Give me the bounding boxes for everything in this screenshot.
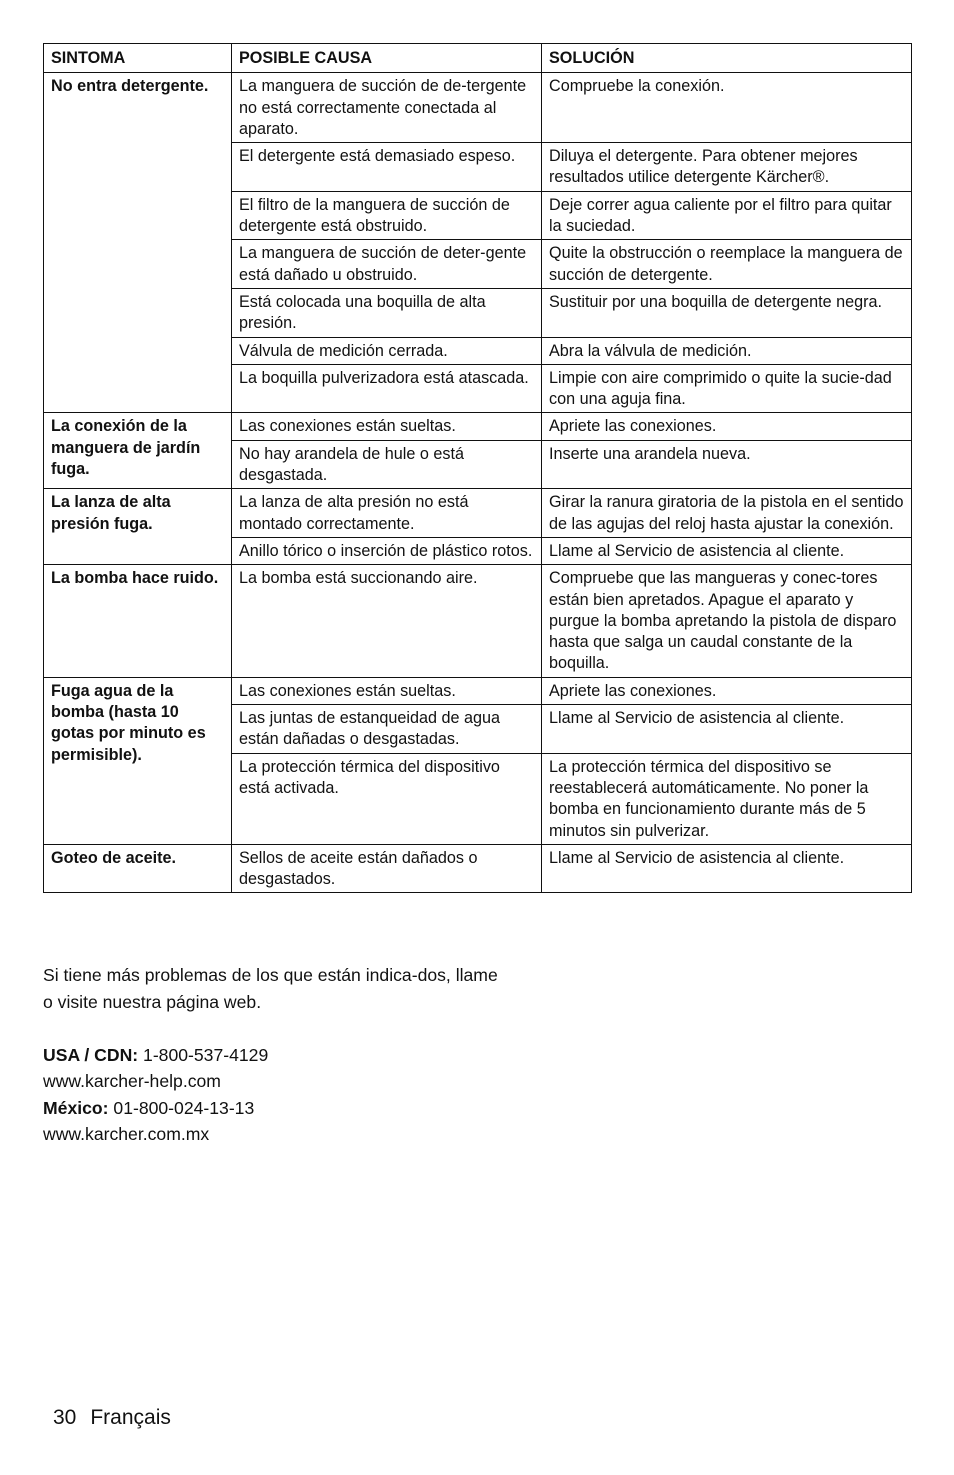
solution-cell: Apriete las conexiones.	[542, 413, 912, 440]
table-row	[44, 73, 912, 143]
symptom-cell: La conexión de la manguera de jardín fuga.	[44, 413, 232, 489]
usa-phone: 1-800-537-4129	[138, 1044, 269, 1065]
page-footer	[53, 1406, 171, 1430]
solution-cell: Limpie con aire comprimido o quite la sucie-dad con una aguja fina.	[542, 364, 912, 413]
page-language: Français	[90, 1406, 171, 1429]
solution-cell: Abra la válvula de medición.	[542, 337, 912, 364]
header-solution: SOLUCIÓN	[542, 44, 912, 73]
solution-cell: Quite la obstrucción o reemplace la manguera de succión de detergente.	[542, 240, 912, 289]
solution-cell: Diluya el detergente. Para obtener mejores resultados utilice detergente Kärcher®.	[542, 143, 912, 192]
cause-cell: La bomba está succionando aire.	[232, 565, 542, 677]
mexico-contact	[43, 1095, 503, 1122]
solution-cell: Compruebe que las mangueras y conec-tores están bien apretados. Apague el aparato y purgue la bomba apretando la pistola de disparo hasta que salga un caudal constante de la boquilla.	[542, 565, 912, 677]
cause-cell: La manguera de succión de deter-gente está dañado u obstruido.	[232, 240, 542, 289]
cause-cell: Está colocada una boquilla de alta presión.	[232, 288, 542, 337]
symptom-cell: Goteo de aceite.	[44, 844, 232, 893]
troubleshooting-table	[43, 43, 912, 893]
cause-cell: La protección térmica del dispositivo está activada.	[232, 753, 542, 844]
symptom-cell: No entra detergente.	[44, 73, 232, 413]
solution-cell: Llame al Servicio de asistencia al cliente.	[542, 844, 912, 893]
table-row	[44, 565, 912, 677]
page-number: 30	[53, 1406, 77, 1429]
table-row	[44, 489, 912, 538]
solution-cell: Apriete las conexiones.	[542, 677, 912, 704]
solution-cell: Inserte una arandela nueva.	[542, 440, 912, 489]
symptom-cell: La lanza de alta presión fuga.	[44, 489, 232, 565]
mexico-label: México:	[43, 1097, 109, 1118]
solution-cell: Girar la ranura giratoria de la pistola en el sentido de las agujas del reloj hasta ajustar la conexión.	[542, 489, 912, 538]
mexico-phone: 01-800-024-13-13	[108, 1097, 255, 1118]
cause-cell: Anillo tórico o inserción de plástico rotos.	[232, 537, 542, 564]
cause-cell: Sellos de aceite están dañados o desgastados.	[232, 844, 542, 893]
header-symptom: SINTOMA	[44, 44, 232, 73]
cause-cell: La lanza de alta presión no está montado correctamente.	[232, 489, 542, 538]
cause-cell: Las conexiones están sueltas.	[232, 677, 542, 704]
solution-cell: Sustituir por una boquilla de detergente negra.	[542, 288, 912, 337]
table-row	[44, 413, 912, 440]
cause-cell: Las juntas de estanqueidad de agua están dañadas o desgastadas.	[232, 705, 542, 754]
solution-cell: Llame al Servicio de asistencia al cliente.	[542, 537, 912, 564]
support-info	[43, 962, 503, 1148]
usa-contact	[43, 1042, 503, 1069]
usa-label: USA / CDN:	[43, 1044, 139, 1065]
symptom-cell: Fuga agua de la bomba (hasta 10 gotas por minuto es permisible).	[44, 677, 232, 844]
cause-cell: La boquilla pulverizadora está atascada.	[232, 364, 542, 413]
solution-cell: Llame al Servicio de asistencia al cliente.	[542, 705, 912, 754]
cause-cell: El filtro de la manguera de succión de detergente está obstruido.	[232, 191, 542, 240]
table-row	[44, 844, 912, 893]
cause-cell: Las conexiones están sueltas.	[232, 413, 542, 440]
cause-cell: El detergente está demasiado espeso.	[232, 143, 542, 192]
cause-cell: No hay arandela de hule o está desgastada.	[232, 440, 542, 489]
symptom-cell: La bomba hace ruido.	[44, 565, 232, 677]
table-row	[44, 677, 912, 704]
table-body	[44, 73, 912, 893]
support-note: Si tiene más problemas de los que están indica-dos, llame o visite nuestra página web.	[43, 965, 498, 1012]
cause-cell: Válvula de medición cerrada.	[232, 337, 542, 364]
usa-website: www.karcher-help.com	[43, 1071, 221, 1091]
solution-cell: Deje correr agua caliente por el filtro para quitar la suciedad.	[542, 191, 912, 240]
cause-cell: La manguera de succión de de-tergente no está correctamente conectada al aparato.	[232, 73, 542, 143]
header-cause: POSIBLE CAUSA	[232, 44, 542, 73]
mexico-website: www.karcher.com.mx	[43, 1124, 210, 1144]
table-header-row	[44, 44, 912, 73]
solution-cell: La protección térmica del dispositivo se reestablecerá automáticamente. No poner la bomba en funcionamiento durante más de 5 minutos sin pulverizar.	[542, 753, 912, 844]
solution-cell: Compruebe la conexión.	[542, 73, 912, 143]
